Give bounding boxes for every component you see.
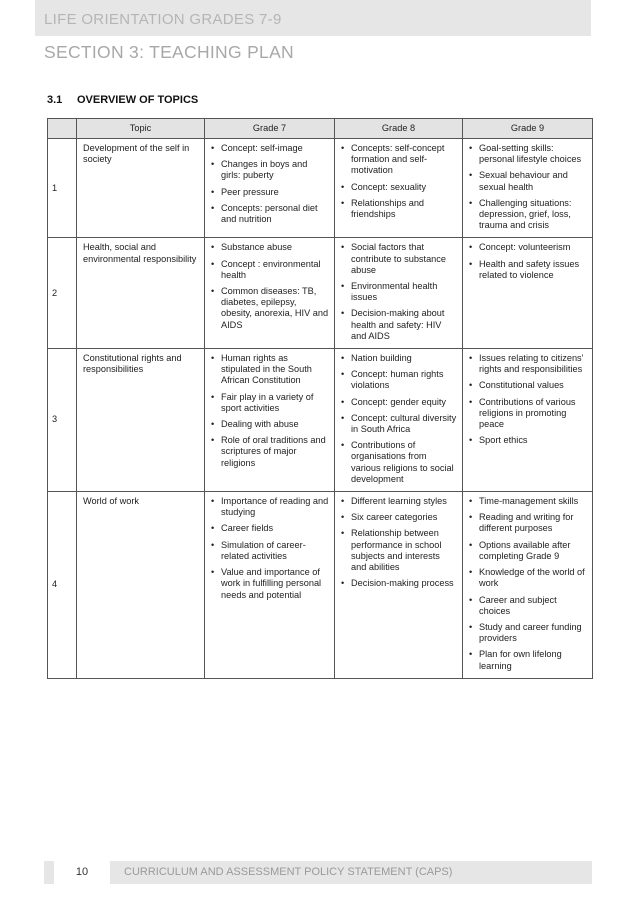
list-item: • Value and importance of work in fulfilling personal needs and potential (210, 567, 329, 601)
list-item: • Six career categories (340, 512, 457, 523)
column-header-topic: Topic (77, 119, 205, 139)
list-item: • Concepts: personal diet and nutrition (210, 203, 329, 225)
topic-cell: World of work (77, 492, 205, 679)
grade9-cell (463, 238, 593, 349)
list-item: • Concept : environmental health (210, 259, 329, 281)
table-row (48, 139, 593, 238)
row-number: 4 (48, 492, 77, 679)
list-item: • Knowledge of the world of work (468, 567, 587, 589)
list-item: • Different learning styles (340, 496, 457, 507)
list-item: • Reading and writing for different purposes (468, 512, 587, 534)
list-item: • Concept: human rights violations (340, 369, 457, 391)
row-number: 2 (48, 238, 77, 349)
section-title: SECTION 3: TEACHING PLAN (44, 42, 294, 62)
bullet-list (468, 353, 587, 446)
bullet-list (468, 496, 587, 672)
list-item: • Substance abuse (210, 242, 329, 253)
list-item: • Sport ethics (468, 435, 587, 446)
bullet-list (210, 496, 329, 601)
list-item: • Nation building (340, 353, 457, 364)
list-item: • Sexual behaviour and sexual health (468, 170, 587, 192)
topics-table (47, 118, 593, 679)
list-item: • Concept: cultural diversity in South Africa (340, 413, 457, 435)
row-number: 1 (48, 139, 77, 238)
bullet-list (340, 353, 457, 485)
grade9-cell (463, 139, 593, 238)
grade9-cell (463, 349, 593, 492)
table-row (48, 492, 593, 679)
list-item: • Career and subject choices (468, 595, 587, 617)
row-number: 3 (48, 349, 77, 492)
grade8-cell (335, 349, 463, 492)
table-body (48, 139, 593, 679)
bullet-list (210, 143, 329, 225)
list-item: • Goal-setting skills: personal lifestyle choices (468, 143, 587, 165)
grade7-cell (205, 349, 335, 492)
grade7-cell (205, 238, 335, 349)
list-item: • Common diseases: TB, diabetes, epilepsy, obesity, anorexia, HIV and AIDS (210, 286, 329, 331)
list-item: • Changes in boys and girls: puberty (210, 159, 329, 181)
list-item: • Simulation of career-related activities (210, 540, 329, 562)
topic-cell: Health, social and environmental responsibility (77, 238, 205, 349)
list-item: • Role of oral traditions and scriptures of major religions (210, 435, 329, 469)
list-item: • Social factors that contribute to substance abuse (340, 242, 457, 276)
list-item: • Importance of reading and studying (210, 496, 329, 518)
grade8-cell (335, 492, 463, 679)
list-item: • Decision-making about health and safety: HIV and AIDS (340, 308, 457, 342)
list-item: • Relationships and friendships (340, 198, 457, 220)
bullet-list (210, 353, 329, 469)
column-header-grade7: Grade 7 (205, 119, 335, 139)
grade9-cell (463, 492, 593, 679)
list-item: • Plan for own lifelong learning (468, 649, 587, 671)
bullet-list (210, 242, 329, 330)
bullet-list (468, 143, 587, 231)
column-header-grade9: Grade 9 (463, 119, 593, 139)
bullet-list (468, 242, 587, 281)
grade8-cell (335, 139, 463, 238)
list-item: • Issues relating to citizens' rights and responsibilities (468, 353, 587, 375)
list-item: • Fair play in a variety of sport activities (210, 392, 329, 414)
list-item: • Environmental health issues (340, 281, 457, 303)
list-item: • Contributions of organisations from various religions to social development (340, 440, 457, 485)
running-title: LIFE ORIENTATION GRADES 7-9 (44, 11, 282, 28)
list-item: • Options available after completing Grade 9 (468, 540, 587, 562)
table-header-row (48, 119, 593, 139)
list-item: • Decision-making process (340, 578, 457, 589)
page-number: 10 (54, 861, 110, 884)
list-item: • Study and career funding providers (468, 622, 587, 644)
topic-cell: Constitutional rights and responsibilities (77, 349, 205, 492)
bullet-list (340, 496, 457, 589)
list-item: • Relationship between performance in school subjects and interests and abilities (340, 528, 457, 573)
list-item: • Dealing with abuse (210, 419, 329, 430)
list-item: • Time-management skills (468, 496, 587, 507)
subheading (47, 94, 198, 106)
grade7-cell (205, 492, 335, 679)
subheading-number: 3.1 (47, 94, 63, 106)
topic-cell: Development of the self in society (77, 139, 205, 238)
list-item: • Contributions of various religions in promoting peace (468, 397, 587, 431)
list-item: • Concepts: self-concept formation and self-motivation (340, 143, 457, 177)
list-item: • Health and safety issues related to violence (468, 259, 587, 281)
list-item: • Concept: sexuality (340, 182, 457, 193)
list-item: • Concept: self-image (210, 143, 329, 154)
footer-text: CURRICULUM AND ASSESSMENT POLICY STATEMENT (CAPS) (124, 866, 453, 878)
list-item: • Career fields (210, 523, 329, 534)
subheading-label: OVERVIEW OF TOPICS (77, 94, 199, 106)
list-item: • Human rights as stipulated in the South African Constitution (210, 353, 329, 387)
list-item: • Challenging situations: depression, grief, loss, trauma and crisis (468, 198, 587, 232)
bullet-list (340, 143, 457, 220)
grade7-cell (205, 139, 335, 238)
bullet-list (340, 242, 457, 342)
list-item: • Peer pressure (210, 187, 329, 198)
list-item: • Constitutional values (468, 380, 587, 391)
list-item: • Concept: volunteerism (468, 242, 587, 253)
table-row (48, 349, 593, 492)
table-row (48, 238, 593, 349)
column-header-number (48, 119, 77, 139)
footer-band (44, 861, 592, 884)
grade8-cell (335, 238, 463, 349)
column-header-grade8: Grade 8 (335, 119, 463, 139)
list-item: • Concept: gender equity (340, 397, 457, 408)
